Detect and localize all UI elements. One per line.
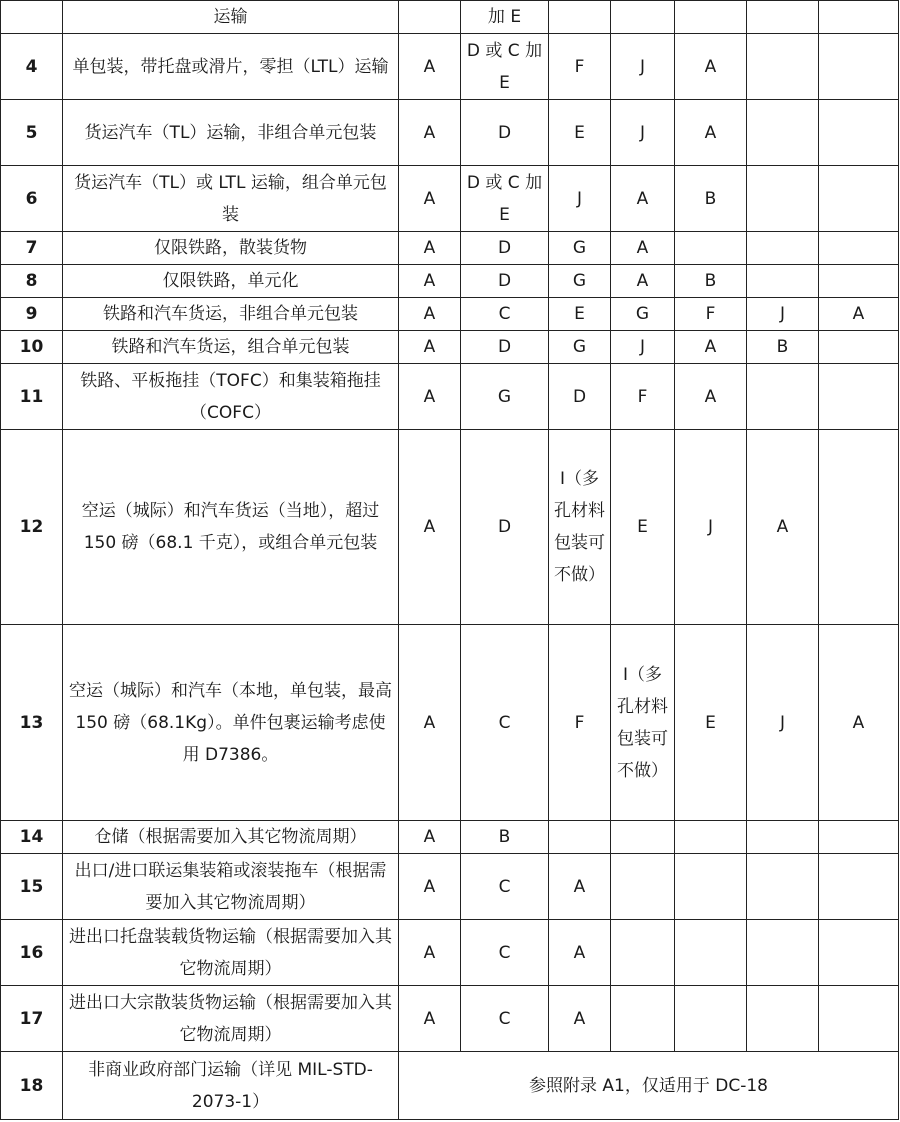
step-cell: A	[399, 298, 461, 331]
step-cell: J	[675, 430, 747, 625]
step-cell	[819, 232, 899, 265]
step-cell: A	[549, 854, 611, 920]
step-cell: A	[819, 625, 899, 821]
table-row	[1, 331, 899, 364]
row-number: 9	[1, 298, 63, 331]
step-cell	[675, 986, 747, 1052]
step-cell	[747, 232, 819, 265]
step-cell	[747, 986, 819, 1052]
step-cell: J	[747, 625, 819, 821]
table-row	[1, 298, 899, 331]
step-cell: G	[549, 331, 611, 364]
step-cell	[549, 1, 611, 34]
step-cell	[675, 821, 747, 854]
row-description: 单包装，带托盘或滑片，零担（LTL）运输	[63, 34, 399, 100]
step-cell: G	[461, 364, 549, 430]
step-cell	[611, 821, 675, 854]
step-cell: B	[675, 166, 747, 232]
row-description: 仓储（根据需要加入其它物流周期）	[63, 821, 399, 854]
step-cell: A	[675, 34, 747, 100]
step-cell	[747, 265, 819, 298]
step-cell: F	[549, 34, 611, 100]
step-cell	[819, 920, 899, 986]
step-cell	[819, 34, 899, 100]
step-cell	[747, 364, 819, 430]
step-cell	[747, 821, 819, 854]
table-row	[1, 625, 899, 821]
row-number: 15	[1, 854, 63, 920]
step-cell: G	[549, 265, 611, 298]
step-cell: A	[399, 920, 461, 986]
step-cell: A	[819, 298, 899, 331]
row-number: 12	[1, 430, 63, 625]
row-description: 货运汽车（TL）运输，非组合单元包装	[63, 100, 399, 166]
table-row	[1, 1, 899, 34]
step-cell: D 或 C 加 E	[461, 34, 549, 100]
step-cell: D	[461, 100, 549, 166]
step-cell: D 或 C 加 E	[461, 166, 549, 232]
step-cell: E	[549, 100, 611, 166]
step-cell: C	[461, 298, 549, 331]
step-cell: B	[747, 331, 819, 364]
row-description: 仅限铁路，单元化	[63, 265, 399, 298]
row-description: 仅限铁路，散装货物	[63, 232, 399, 265]
row-number: 16	[1, 920, 63, 986]
step-cell: A	[399, 364, 461, 430]
step-cell	[747, 920, 819, 986]
step-cell: C	[461, 854, 549, 920]
step-cell: J	[611, 100, 675, 166]
step-cell: I（多孔材料包装可不做）	[549, 430, 611, 625]
step-cell	[675, 854, 747, 920]
step-cell: A	[675, 100, 747, 166]
row-number: 17	[1, 986, 63, 1052]
row-number: 7	[1, 232, 63, 265]
row-number	[1, 1, 63, 34]
table-row	[1, 986, 899, 1052]
step-cell: A	[675, 331, 747, 364]
step-cell	[819, 166, 899, 232]
row-description: 铁路和汽车货运，非组合单元包装	[63, 298, 399, 331]
merged-note-cell: 参照附录 A1，仅适用于 DC-18	[399, 1052, 899, 1120]
step-cell: J	[549, 166, 611, 232]
step-cell: I（多孔材料包装可不做）	[611, 625, 675, 821]
step-cell: C	[461, 625, 549, 821]
step-cell: A	[399, 821, 461, 854]
step-cell	[819, 854, 899, 920]
row-description: 空运（城际）和汽车货运（当地），超过 150 磅（68.1 千克），或组合单元包装	[63, 430, 399, 625]
step-cell	[675, 232, 747, 265]
row-number: 11	[1, 364, 63, 430]
step-cell: A	[747, 430, 819, 625]
step-cell: C	[461, 986, 549, 1052]
step-cell: A	[611, 232, 675, 265]
step-cell	[611, 920, 675, 986]
row-number: 10	[1, 331, 63, 364]
step-cell: D	[461, 232, 549, 265]
step-cell: A	[399, 34, 461, 100]
step-cell: J	[611, 331, 675, 364]
step-cell: F	[675, 298, 747, 331]
step-cell: A	[399, 265, 461, 298]
step-cell	[819, 265, 899, 298]
step-cell	[819, 986, 899, 1052]
step-cell	[819, 331, 899, 364]
row-description: 非商业政府部门运输（详见 MIL-STD-2073-1）	[63, 1052, 399, 1120]
step-cell	[747, 34, 819, 100]
step-cell: A	[399, 331, 461, 364]
step-cell: A	[399, 430, 461, 625]
row-description: 空运（城际）和汽车（本地，单包装，最高 150 磅（68.1Kg）。单件包裹运输考虑使用 D7386。	[63, 625, 399, 821]
row-number: 13	[1, 625, 63, 821]
table-row	[1, 232, 899, 265]
row-description: 进出口大宗散装货物运输（根据需要加入其它物流周期）	[63, 986, 399, 1052]
step-cell: A	[611, 265, 675, 298]
row-number: 18	[1, 1052, 63, 1120]
step-cell: D	[549, 364, 611, 430]
step-cell: J	[747, 298, 819, 331]
row-description: 运输	[63, 1, 399, 34]
step-cell	[819, 821, 899, 854]
step-cell	[611, 986, 675, 1052]
table-row	[1, 1052, 899, 1120]
step-cell	[399, 1, 461, 34]
table-row	[1, 265, 899, 298]
step-cell	[747, 166, 819, 232]
table-row	[1, 920, 899, 986]
step-cell: A	[399, 166, 461, 232]
row-description: 进出口托盘装载货物运输（根据需要加入其它物流周期）	[63, 920, 399, 986]
step-cell	[819, 364, 899, 430]
step-cell: A	[399, 100, 461, 166]
row-number: 5	[1, 100, 63, 166]
step-cell: F	[611, 364, 675, 430]
step-cell: A	[399, 854, 461, 920]
step-cell: J	[611, 34, 675, 100]
step-cell: G	[549, 232, 611, 265]
step-cell	[819, 100, 899, 166]
table-row	[1, 364, 899, 430]
step-cell: A	[675, 364, 747, 430]
step-cell	[747, 100, 819, 166]
step-cell: D	[461, 430, 549, 625]
step-cell: E	[549, 298, 611, 331]
table-row	[1, 430, 899, 625]
step-cell: E	[675, 625, 747, 821]
step-cell: 加 E	[461, 1, 549, 34]
step-cell	[611, 854, 675, 920]
step-cell: A	[399, 625, 461, 821]
step-cell: G	[611, 298, 675, 331]
row-number: 14	[1, 821, 63, 854]
row-description: 铁路和汽车货运，组合单元包装	[63, 331, 399, 364]
step-cell: B	[461, 821, 549, 854]
row-number: 4	[1, 34, 63, 100]
table-row	[1, 166, 899, 232]
step-cell: A	[399, 986, 461, 1052]
step-cell: A	[549, 920, 611, 986]
table-row	[1, 854, 899, 920]
step-cell	[819, 430, 899, 625]
row-description: 出口/进口联运集装箱或滚装拖车（根据需要加入其它物流周期）	[63, 854, 399, 920]
step-cell	[675, 1, 747, 34]
row-number: 8	[1, 265, 63, 298]
step-cell	[549, 821, 611, 854]
step-cell: D	[461, 265, 549, 298]
step-cell: A	[399, 232, 461, 265]
table-row	[1, 821, 899, 854]
step-cell	[675, 920, 747, 986]
step-cell	[611, 1, 675, 34]
row-description: 铁路、平板拖挂（TOFC）和集装箱拖挂（COFC）	[63, 364, 399, 430]
step-cell	[747, 1, 819, 34]
row-number: 6	[1, 166, 63, 232]
step-cell: D	[461, 331, 549, 364]
step-cell: B	[675, 265, 747, 298]
step-cell	[819, 1, 899, 34]
step-cell: A	[549, 986, 611, 1052]
step-cell: C	[461, 920, 549, 986]
table-row	[1, 100, 899, 166]
step-cell: F	[549, 625, 611, 821]
table-row	[1, 34, 899, 100]
step-cell: E	[611, 430, 675, 625]
step-cell	[747, 854, 819, 920]
row-description: 货运汽车（TL）或 LTL 运输，组合单元包装	[63, 166, 399, 232]
step-cell: A	[611, 166, 675, 232]
